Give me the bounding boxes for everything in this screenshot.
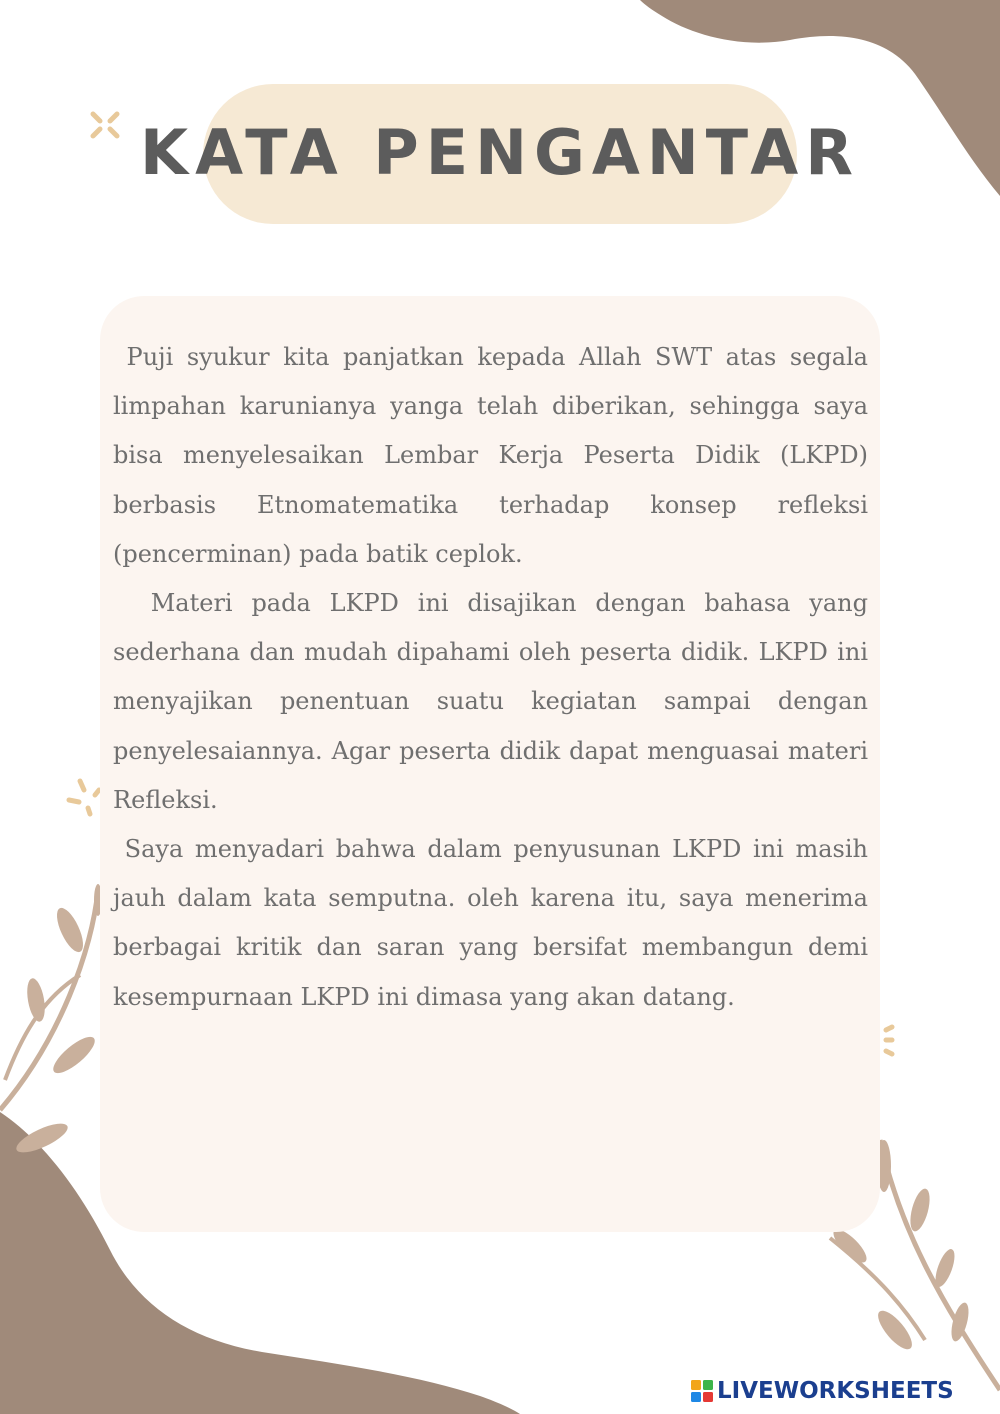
body-text [113,333,868,1022]
left-leaf-branch [0,884,102,1158]
paragraph-3: Saya menyadari bahwa dalam penyusunan LKPD ini masih jauh dalam kata semputna. oleh karena itu, saya menerima berbagai kritik dan saran yang bersifat membangun demi kesempurnaan LKPD ini dimasa yang akan datang. [113,835,868,1011]
watermark-text: LIVEWORKSHEETS [717,1378,954,1404]
liveworksheets-logo-icon [691,1380,713,1402]
liveworksheets-watermark [691,1376,954,1406]
sparkle-left-middle [69,781,99,814]
sparkle-top-left [93,114,117,136]
page-title: KATA PENGANTAR [140,115,860,189]
paragraph-1: Puji syukur kita panjatkan kepada Allah SWT atas segala limpahan karunianya yanga telah diberikan, sehingga saya bisa menyelesaikan Lembar Kerja Peserta Didik (LKPD) berbasis Etnomatematika terhadap konsep refleksi (pencerminan) pada batik ceplok. [113,343,868,568]
paragraph-2: Materi pada LKPD ini disajikan dengan bahasa yang sederhana dan mudah dipahami oleh peserta didik. LKPD ini menyajikan penentuan suatu kegiatan sampai dengan penyelesaiannya. Agar peserta didik dapat menguasai materi Refleksi. [113,589,868,814]
sparkle-right-middle [886,1027,892,1054]
title-banner [140,84,860,224]
